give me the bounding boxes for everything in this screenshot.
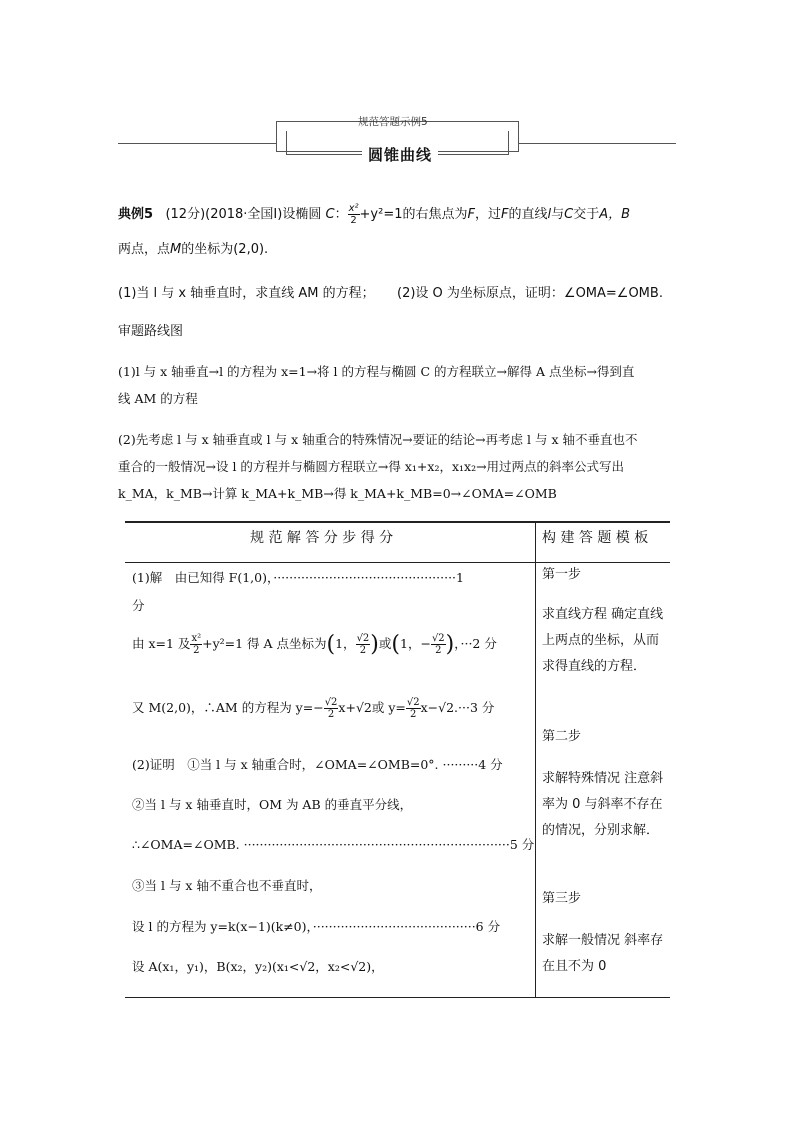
row2-c: 或 [378,636,392,651]
curve-name: C [325,207,335,222]
question-2: (2)设 O 为坐标原点，证明：∠OMA=∠OMB. [397,286,663,301]
template-step3-body: 求解一般情况 斜率存在且不为 0 [542,933,664,974]
problem-text5: 交于 [573,207,600,222]
row2-num: x² [191,633,202,644]
row2-pt1-x: 1， [335,636,356,651]
solution-row-1: (1)解 由已知得 F(1,0)，··············································1 [132,570,464,585]
problem-line-1 [118,203,630,226]
row3-b: x+√2或 y= [338,700,406,715]
solution-row-7: ③当 l 与 x 轴不重合也不垂直时， [132,878,322,893]
solution-row-1b: 分 [132,598,145,613]
points-ab: A，B [599,207,631,222]
problem-score: (12分)(2018·全国Ⅰ)设椭圆 [165,207,322,222]
header-title: 圆锥曲线 [362,144,438,165]
roadmap-p1-line1: (1)l 与 x 轴垂直→l 的方程为 x=1→将 l 的方程与椭圆 C 的方程联立→解得 A 点坐标→得到直 [118,364,635,379]
row2-pt1-num: √2 [356,633,370,644]
template-step2-body: 求解特殊情况 注意斜率为 0 与斜率不存在的情况，分别求解． [542,771,664,838]
solution-row-2 [132,632,497,657]
focus-name-2: F [500,207,509,222]
problem-line2-a: 两点，点 [118,242,171,257]
roadmap-p1-line2: 线 AM 的方程 [118,391,198,406]
ellipse-num: x² [348,203,359,214]
header-rule-right [518,143,676,144]
row2-open-paren-1: ( [326,632,336,657]
table-col2-header: 构 建 答 题 模 板 [542,530,649,546]
row2-pt2-x: 1，− [400,636,431,651]
problem-text3: 的直线 [508,207,548,222]
header-rule-left [118,143,276,144]
row2-pt2-num: √2 [431,633,445,644]
row2-b: +y²=1 得 A 点坐标为 [202,636,327,651]
problem-text2: ，过 [474,207,501,222]
row3-a: 又 M(2,0)，∴AM 的方程为 y=− [132,700,324,715]
focus-name: F [467,207,475,222]
roadmap-p2-line2: 重合的一般情况→设 l 的方程并与椭圆方程联立→得 x₁+x₂，x₁x₂→用过两点的斜率公式写出 [118,459,625,474]
question-1: (1)当 l 与 x 轴垂直时，求直线 AM 的方程； [118,286,375,301]
row2-fraction [190,633,202,656]
solution-row-4: (2)证明 ①当 l 与 x 轴重合时，∠OMA=∠OMB=0°. ·········4 分 [132,757,503,772]
row2-close-paren-1: ) [370,632,379,657]
solution-row-9: 设 A(x₁，y₁)，B(x₂，y₂)(x₁<√2，x₂<√2)， [132,959,384,974]
solution-row-6: ∴∠OMA=∠OMB. ···································································5 分 [132,837,535,852]
solution-row-5: ②当 l 与 x 轴垂直时，OM 为 AB 的垂直平分线， [132,797,413,812]
row2-pt1-fraction [356,633,371,656]
problem-label: 典例5 [118,207,154,222]
row2-pt1-den: 2 [359,645,367,656]
template-step1-body: 求直线方程 确定直线上两点的坐标，从而求得直线的方程． [542,607,664,674]
ellipse-den: 2 [350,215,357,226]
row3-fraction-2 [406,697,421,720]
ellipse-fraction [348,203,360,226]
row3-num-2: √2 [406,697,420,708]
template-step2-title: 第二步 [542,729,582,744]
template-step1-title: 第一步 [542,567,582,582]
template-step3-title: 第三步 [542,891,582,906]
row2-close-paren-2: ) [445,632,455,657]
problem-line-2 [118,238,268,257]
row3-den-1: 2 [327,709,335,720]
problem-line2-b: 的坐标为(2,0). [181,242,269,257]
row3-den-2: 2 [410,709,417,720]
roadmap-p2-line3: k_MA，k_MB→计算 k_MA+k_MB→得 k_MA+k_MB=0→∠OMA=∠OMB [118,486,557,501]
table-column-divider [535,522,536,997]
ellipse-rest: +y²=1的右焦点为 [359,207,468,222]
row2-a: 由 x=1 及 [132,636,191,651]
problem-text4: 与 [551,207,565,222]
curve-name-2: C [564,207,574,222]
table-bottom-rule [125,997,670,998]
header-subtitle: 规范答题示例5 [358,116,428,128]
point-m: M [170,242,182,257]
row3-c: x−√2.···3 分 [420,700,495,715]
table-col1-header: 规 范 解 答 分 步 得 分 [250,530,394,546]
roadmap-heading: 审题路线图 [118,324,184,339]
table-top-rule [125,521,670,523]
line-name: l [547,207,552,222]
solution-row-3 [132,697,494,720]
row3-fraction-1 [324,697,339,720]
row2-pt2-fraction [431,633,446,656]
row2-open-paren-2: ( [391,632,400,657]
problem-colon: ： [334,207,348,222]
row2-d: ，···2 分 [454,636,497,651]
roadmap-p2-line1: (2)先考虑 l 与 x 轴垂直或 l 与 x 轴重合的特殊情况→要证的结论→再考虑 l 与 x 轴不垂直也不 [118,432,638,447]
row3-num-1: √2 [324,697,338,708]
row2-pt2-den: 2 [435,645,442,656]
row2-den: 2 [193,645,200,656]
solution-row-8: 设 l 的方程为 y=k(x−1)(k≠0)，·········································6 分 [132,919,501,934]
